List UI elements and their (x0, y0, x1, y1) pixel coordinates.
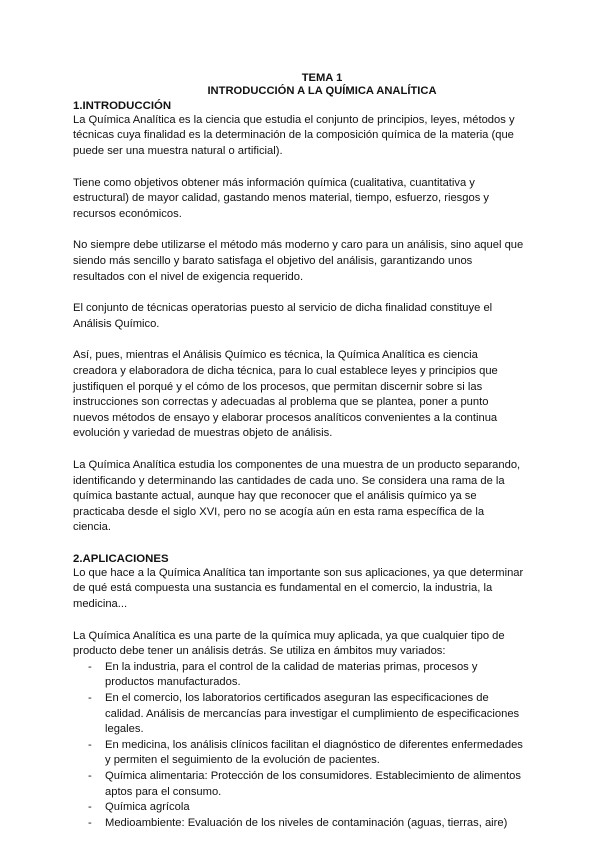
paragraph: No siempre debe utilizarse el método más moderno y caro para un análisis, sino aquel que siendo más sencillo y barato satisfaga el objetivo del análisis, garantizando unos resultados con el nivel de exigencia requerido. (73, 239, 524, 283)
paragraph: Lo que hace a la Química Analítica tan importante son sus aplicaciones, ya que determinar de qué está compuesta una sustancia es fundamental en el comercio, la industria, la medicina... (73, 566, 524, 611)
list-item-text: En la industria, para el control de la calidad de materias primas, procesos y productos manufacturados. (105, 660, 478, 689)
dash-bullet: - (88, 770, 92, 782)
document-title: INTRODUCCIÓN A LA QUÍMICA ANALÍTICA (207, 85, 437, 98)
paragraph: Así, pues, mientras el Análisis Químico es técnica, la Química Analítica es ciencia creadora y elaboradora de dicha técnica, para lo cual establece leyes y principios que justifiquen el porqué y el cómo de los procesos, que permitan discernir sobre si las instrucciones son correctas y adecuadas al problema que se plantea, poner a punto nuevos métodos de ensayo y elaborar procesos analíticos convenientes a la continua evolución y variedad de muestras objeto de análisis. (73, 349, 498, 440)
paragraph: La Química Analítica es una parte de la química muy aplicada, ya que cualquier tipo de producto debe tener un análisis detrás. Se utiliza en ámbitos muy variados: (73, 629, 505, 658)
dash-bullet: - (88, 801, 92, 814)
list-item-text: Química alimentaria: Protección de los consumidores. Establecimiento de alimentos aptos para el consumo. (105, 770, 521, 798)
list-item-text: Química agrícola (105, 801, 190, 814)
paragraph: El conjunto de técnicas operatorias puesto al servicio de dicha finalidad constituye el Análisis Químico. (73, 302, 493, 330)
list-item-text: Medioambiente: Evaluación de los niveles de contaminación (aguas, tierras, aire) (105, 816, 508, 829)
paragraph: La Química Analítica estudia los componentes de una muestra de un producto separando, identificando y determinando las cantidades de cada uno. Se considera una rama de la química bastante actual, aunque hay que reconocer que el análisis químico ya se practicaba desde el siglo XVI, pero no se acogía aún en esta rama específica de la ciencia. (73, 458, 521, 534)
document-page (73, 72, 525, 831)
list-item (73, 738, 525, 769)
dash-bullet: - (88, 738, 92, 751)
section-heading-aplicaciones: 2.APLICACIONES (73, 552, 169, 565)
list-item (73, 769, 525, 800)
paragraph: Tiene como objetivos obtener más información química (cualitativa, cuantitativa y estructural) de mayor calidad, gastando menos material, tiempo, esfuerzo, riesgos y recursos económicos. (73, 176, 489, 220)
dash-bullet: - (88, 692, 92, 705)
dash-bullet: - (88, 660, 92, 673)
list-item-text: En el comercio, los laboratorios certificados aseguran las especificaciones de calidad. Análisis de mercancías para investigar el cumplimiento de especificaciones legales. (105, 692, 520, 736)
list-item (73, 660, 525, 691)
list-item-text: En medicina, los análisis clínicos facilitan el diagnóstico de diferentes enfermedades y permiten el seguimiento de la evolución de pacientes. (105, 738, 523, 767)
dash-bullet: - (88, 816, 92, 829)
section-heading-introduccion: 1.INTRODUCCIÓN (73, 99, 172, 112)
topic-number: TEMA 1 (301, 72, 343, 84)
list-item (73, 816, 525, 832)
list-item (73, 800, 525, 816)
list-item (73, 691, 525, 738)
applications-list (73, 660, 525, 832)
paragraph: La Química Analítica es la ciencia que estudia el conjunto de principios, leyes, métodos y técnicas cuya finalidad es la determinación de la composición química de la materia (que puede ser una muestra natural o artificial). (73, 113, 515, 157)
